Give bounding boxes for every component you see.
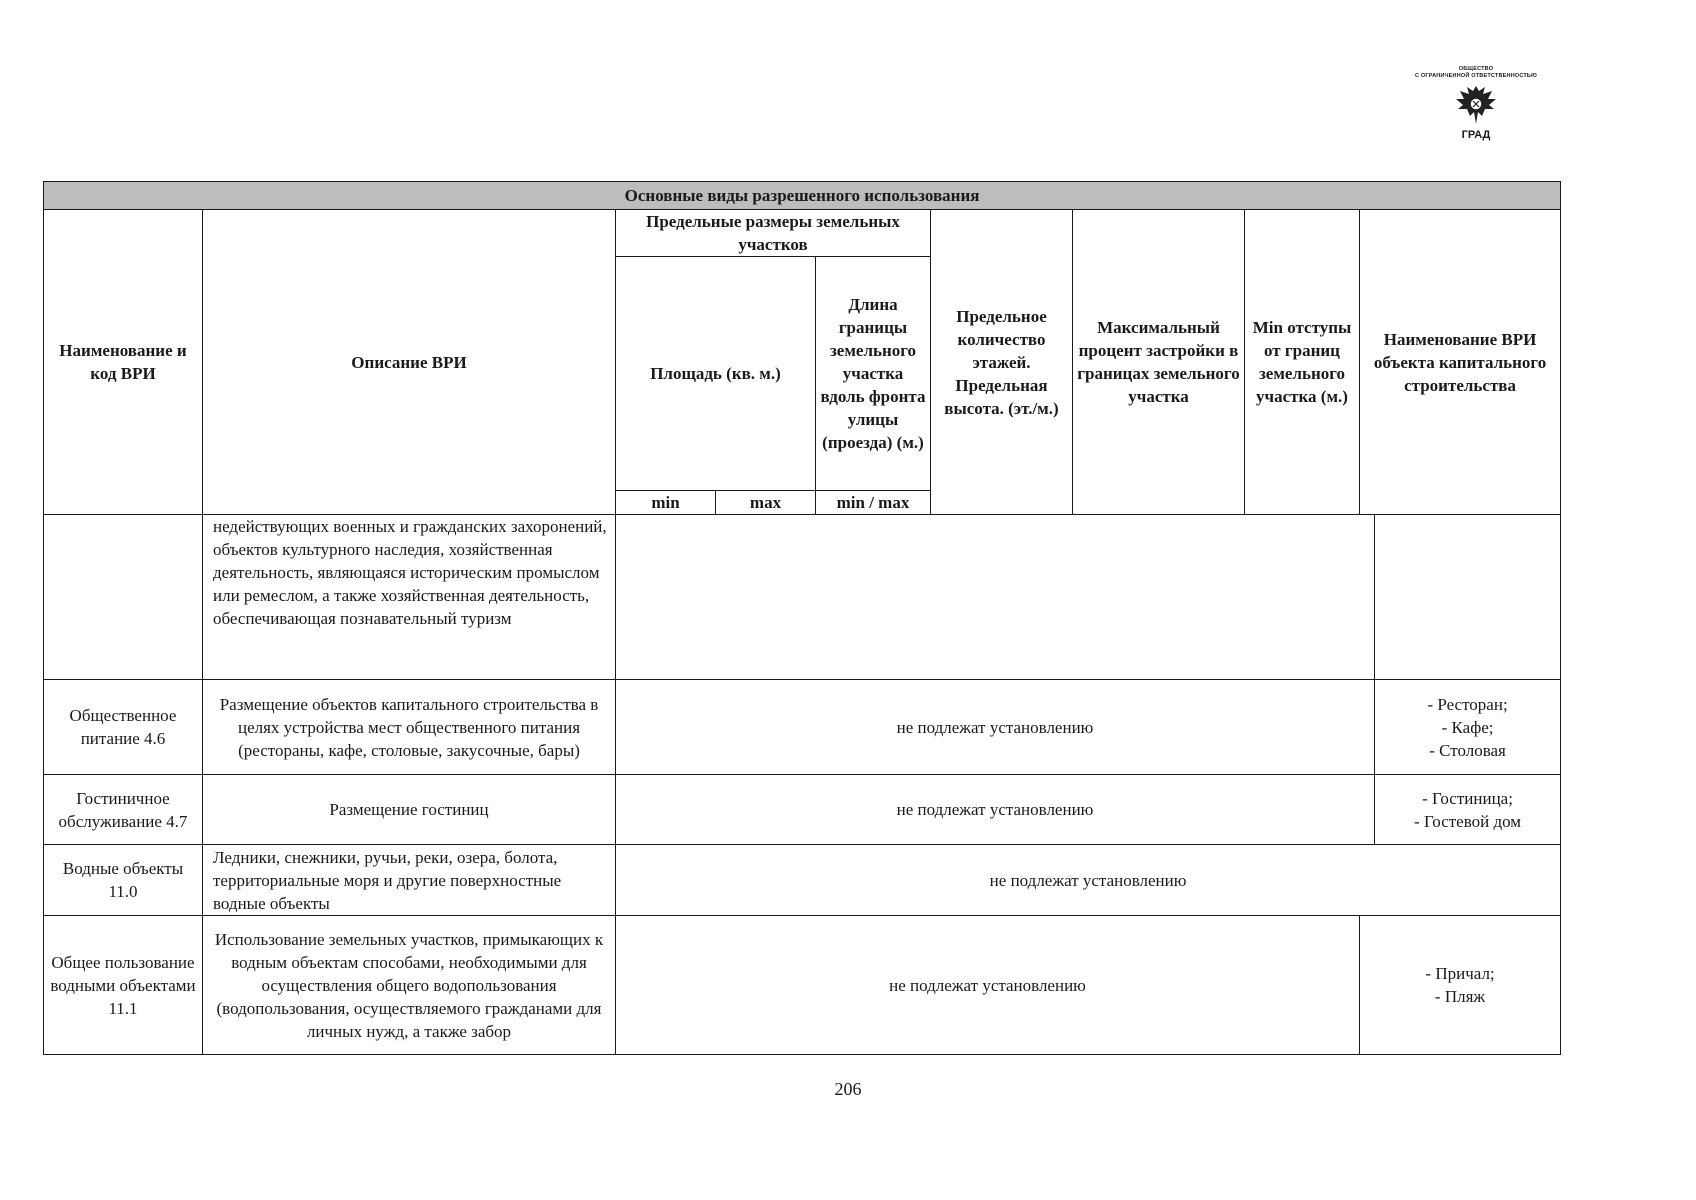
logo-company-name: ГРАД bbox=[1461, 129, 1491, 141]
header-area-min: min bbox=[616, 491, 716, 515]
row-name: Водные объекты 11.0 bbox=[44, 845, 203, 916]
header-boundary-length: Длина границы земельного участка вдоль фронта улицы (проезда) (м.) bbox=[816, 257, 931, 491]
row-objects: - Ресторан; - Кафе; - Столовая bbox=[1375, 680, 1561, 775]
row-name bbox=[44, 515, 203, 680]
header-area: Площадь (кв. м.) bbox=[616, 257, 816, 491]
header-area-max: max bbox=[716, 491, 816, 515]
row-description: Ледники, снежники, ручьи, реки, озера, болота, территориальные моря и другие поверхностные водные объекты bbox=[203, 845, 616, 916]
header-max-percent: Максимальный процент застройки в границах земельного участка bbox=[1073, 210, 1245, 515]
header-boundary-min-max: min / max bbox=[816, 491, 931, 515]
header-floors: Предельное количество этажей. Предельная высота. (эт./м.) bbox=[931, 210, 1073, 515]
logo-org-line2: С ОГРАНИЧЕННОЙ ОТВЕТСТВЕННОСТЬЮ bbox=[1415, 72, 1537, 79]
row-objects: - Причал; - Пляж bbox=[1360, 916, 1561, 1055]
logo-org-line1: ОБЩЕСТВО bbox=[1458, 66, 1494, 72]
row-name: Общее пользование водными объектами 11.1 bbox=[44, 916, 203, 1055]
row-params: не подлежат установлению bbox=[616, 916, 1360, 1055]
table-title: Основные виды разрешенного использования bbox=[44, 182, 1561, 210]
row-name: Общественное питание 4.6 bbox=[44, 680, 203, 775]
row-description: Размещение объектов капитального строительства в целях устройства мест общественного питания (рестораны, кафе, столовые, закусочные, бары) bbox=[203, 680, 616, 775]
row-description: Размещение гостиниц bbox=[203, 775, 616, 845]
row-params: не подлежат установлению bbox=[616, 845, 1561, 916]
double-headed-eagle-icon bbox=[1452, 82, 1500, 128]
row-description: Использование земельных участков, примыкающих к водным объектам способами, необходимыми для осуществления общего водопользования (водопользования, осуществляемого гражданами для личных нужд, а также забор bbox=[203, 916, 616, 1055]
table-row bbox=[44, 515, 1561, 680]
row-objects bbox=[1375, 515, 1561, 680]
table-row bbox=[44, 775, 1561, 845]
header-description: Описание ВРИ bbox=[203, 210, 616, 515]
row-description: недействующих военных и гражданских захоронений, объектов культурного наследия, хозяйственная деятельность, являющаяся историческим промыслом или ремеслом, а также хозяйственная деятельность, обеспечивающая познавательный туризм bbox=[203, 515, 616, 680]
row-params bbox=[616, 515, 1375, 680]
row-params: не подлежат установлению bbox=[616, 775, 1375, 845]
header-min-setback: Min отступы от границ земельного участка (м.) bbox=[1245, 210, 1360, 515]
company-logo bbox=[1392, 66, 1560, 156]
row-params: не подлежат установлению bbox=[616, 680, 1375, 775]
row-name: Гостиничное обслуживание 4.7 bbox=[44, 775, 203, 845]
zoning-table bbox=[43, 181, 1561, 1055]
page-number: 206 bbox=[834, 1079, 862, 1099]
row-objects: - Гостиница; - Гостевой дом bbox=[1375, 775, 1561, 845]
header-object-name: Наименование ВРИ объекта капитального строительства bbox=[1360, 210, 1561, 515]
table-row bbox=[44, 916, 1561, 1055]
table-row bbox=[44, 680, 1561, 775]
header-limit-sizes: Предельные размеры земельных участков bbox=[616, 210, 931, 257]
header-name-code: Наименование и код ВРИ bbox=[44, 210, 203, 515]
table-row bbox=[44, 845, 1561, 916]
